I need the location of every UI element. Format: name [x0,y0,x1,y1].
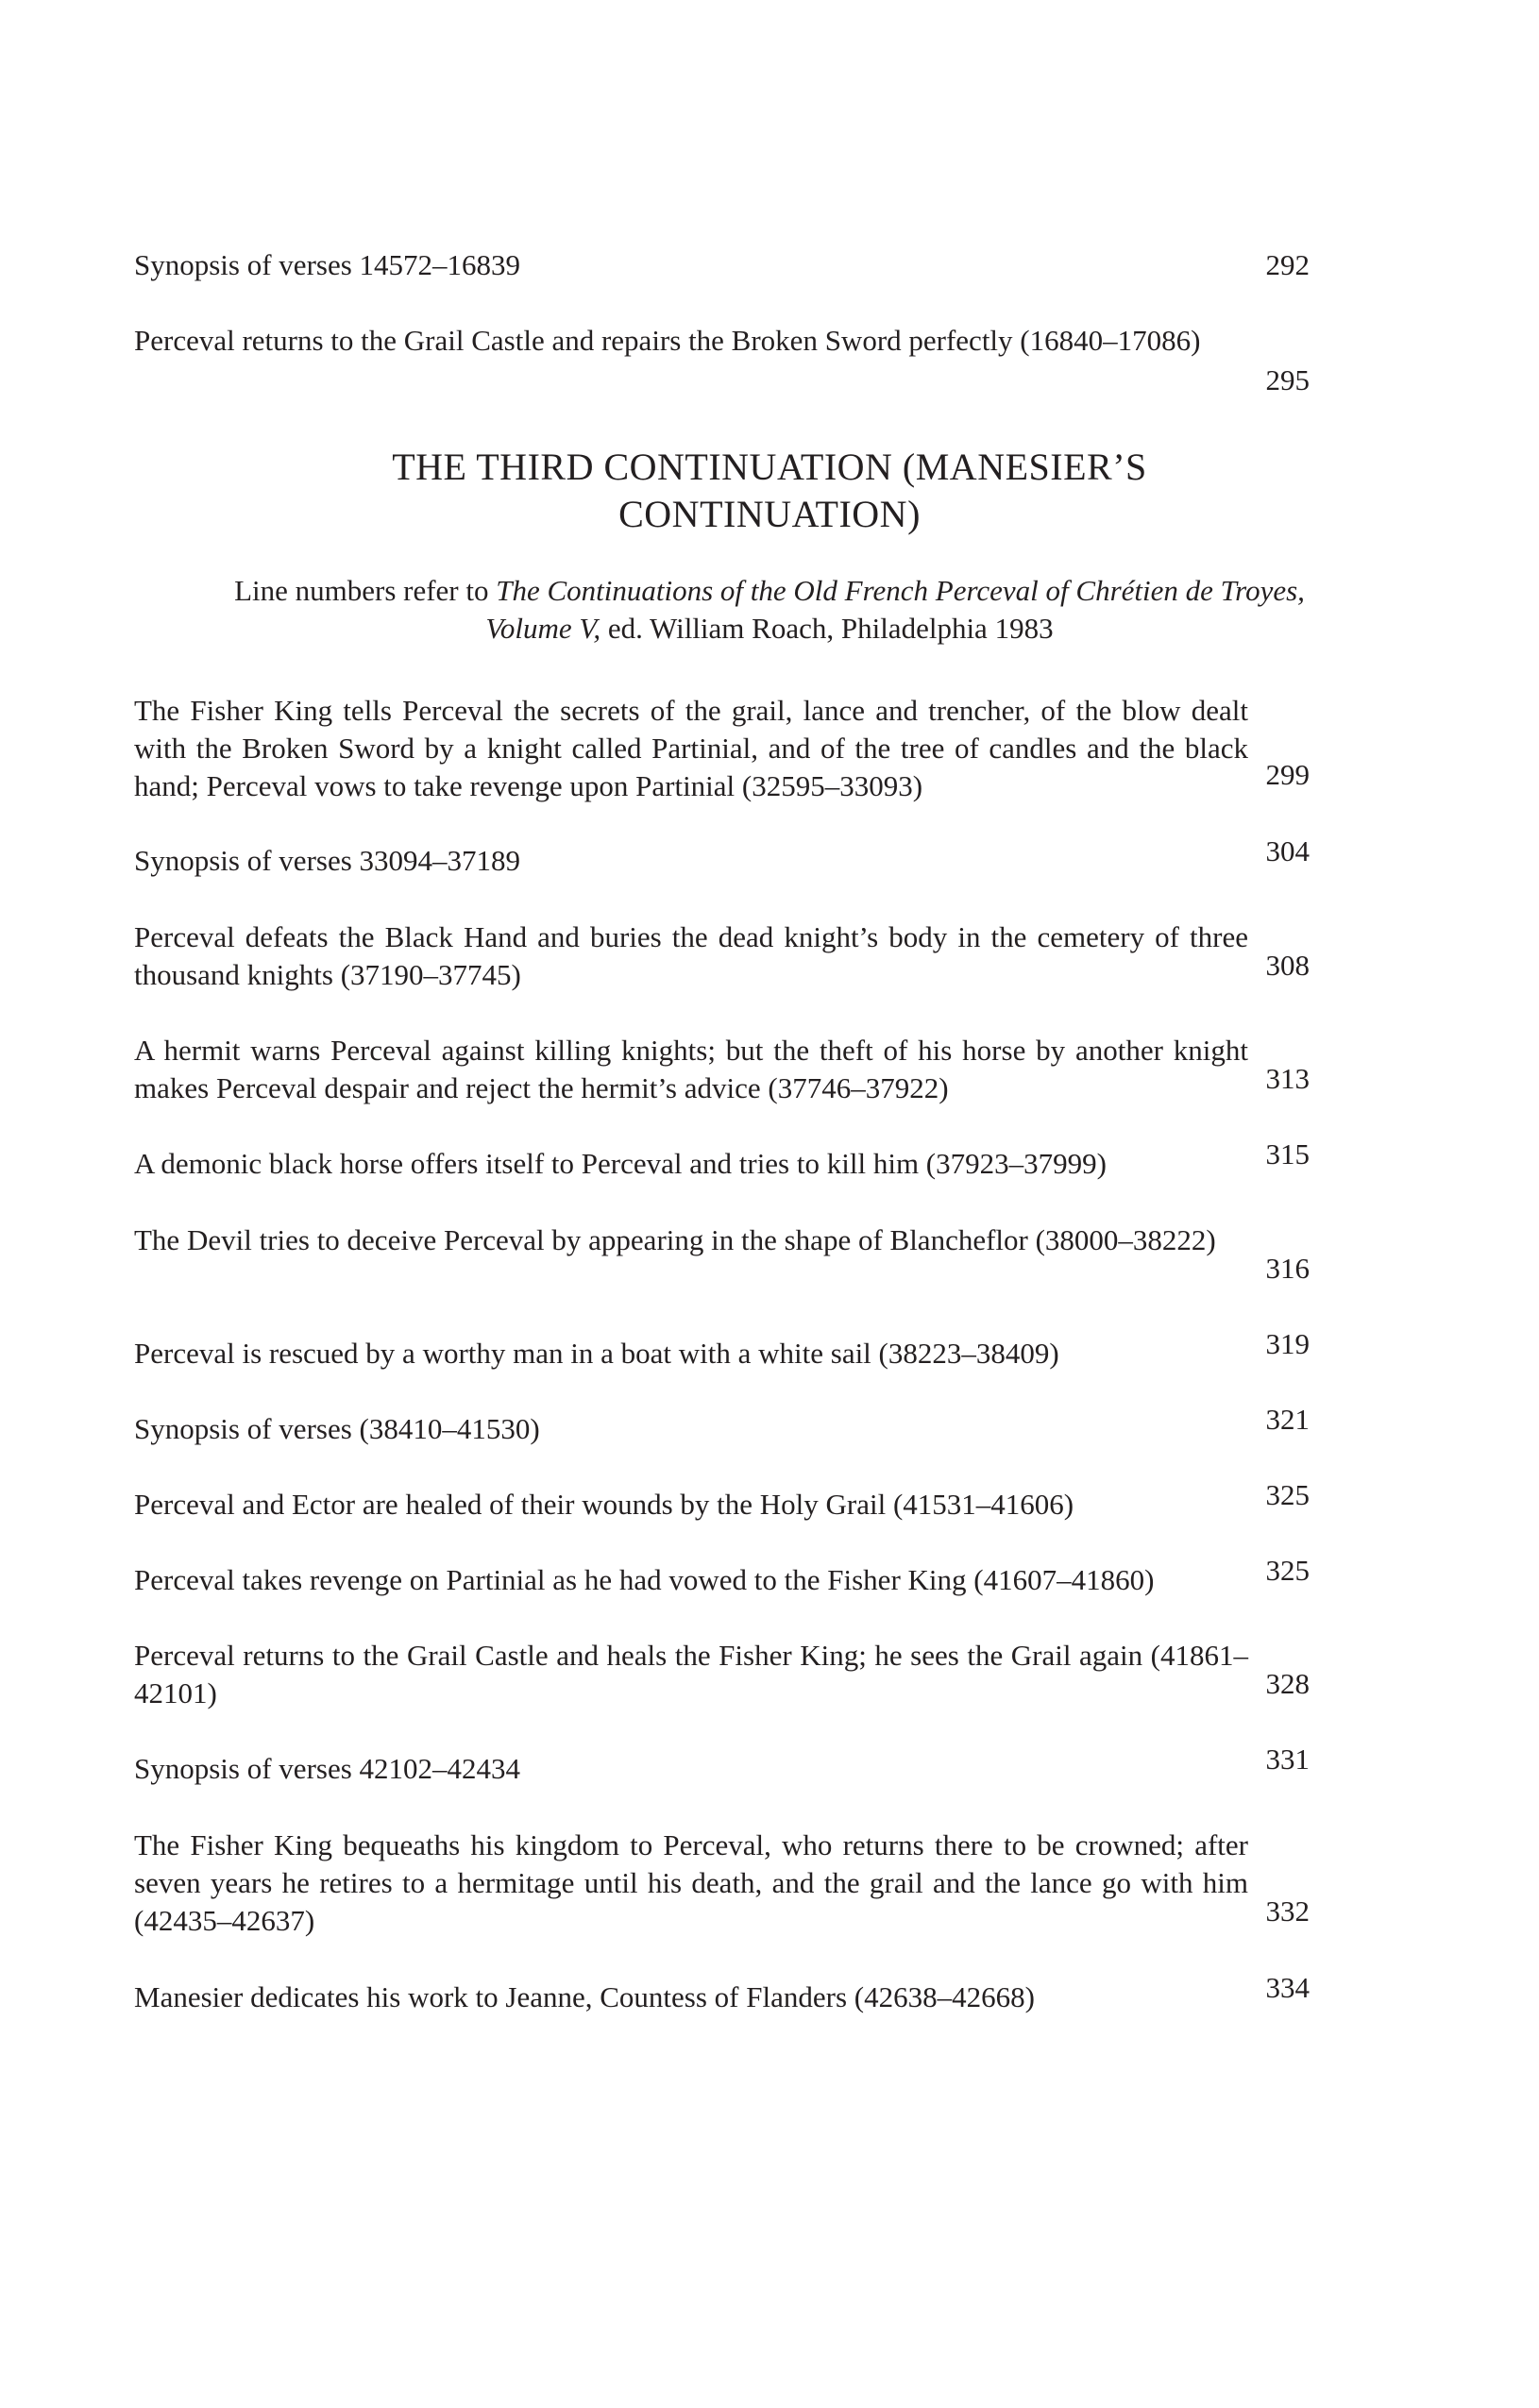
toc-entry-page-number: 299 [1265,758,1310,791]
toc-entry [134,1221,1310,1285]
toc-entry-page-number: 313 [1265,1062,1310,1095]
toc-entry [134,1032,1310,1107]
toc-entry-title: Synopsis of verses 42102–42434 [134,1752,521,1785]
toc-entry-title: The Fisher King tells Perceval the secrets of the grail, lance and trencher, of the blow dealt with the Broken Sword by a knight called Partinial, and of the tree of candles and the black hand; Perceval vows to take revenge upon Partinial (32595–33093) [134,694,1248,802]
toc-entry-title: A hermit warns Perceval against killing knights; but the theft of his horse by another knight makes Perceval despair and reject the hermit’s advice (37746–37922) [134,1034,1248,1104]
toc-entry [134,1554,1310,1599]
toc-entry-title: Synopsis of verses 33094–37189 [134,844,521,877]
toc-entry-title: Perceval is rescued by a worthy man in a boat with a white sail (38223–38409) [134,1337,1059,1370]
toc-entry [134,322,1310,396]
toc-entry-page-number: 319 [1265,1327,1310,1360]
section-note [189,572,1350,648]
toc-entry-title: The Fisher King bequeaths his kingdom to Perceval, who returns there to be crowned; after seven years he retires to a hermitage until his death, and the grail and the lance go with him (42435–42637) [134,1828,1248,1937]
toc-entry-page-number: 325 [1265,1554,1310,1587]
toc-entry-title: A demonic black horse offers itself to Perceval and tries to kill him (37923–37999) [134,1147,1107,1180]
toc-entry [134,1478,1310,1524]
toc-entry-title: Perceval and Ector are healed of their wounds by the Holy Grail (41531–41606) [134,1488,1074,1521]
toc-entry [134,1637,1310,1712]
toc-entry [134,246,1310,284]
toc-entry-page-number: 316 [1265,1252,1310,1285]
toc-entry-page-number: 334 [1265,1971,1310,2004]
toc-entry-page-number: 332 [1265,1894,1310,1928]
section-note-suffix: ed. William Roach, Philadelphia 1983 [600,612,1054,645]
toc-entry-page-number: 325 [1265,1478,1310,1511]
toc-entry-page-number: 292 [1265,248,1310,281]
toc-entry-title: Synopsis of verses (38410–41530) [134,1412,540,1445]
toc-entry [134,1403,1310,1448]
toc-entry-title: Perceval takes revenge on Partinial as he had vowed to the Fisher King (41607–41860) [134,1563,1155,1596]
toc-entry [134,834,1310,880]
toc-entry-page-number: 304 [1265,834,1310,867]
toc-entry [134,1827,1310,1940]
toc-entry-title: Manesier dedicates his work to Jeanne, Countess of Flanders (42638–42668) [134,1980,1035,2013]
toc-entry [134,918,1310,994]
toc-entry [134,1137,1310,1183]
toc-entry-page-number: 321 [1265,1403,1310,1436]
toc-entry-title: Perceval returns to the Grail Castle and repairs the Broken Sword perfectly (16840–17086) [134,324,1201,357]
toc-entry-page-number: 328 [1265,1667,1310,1700]
section-title: THE THIRD CONTINUATION (MANESIER’S CONTINUATION) [392,446,1147,535]
toc-entry [134,692,1310,805]
toc-entry-title: Perceval returns to the Grail Castle and heals the Fisher King; he sees the Grail again (41861–42101) [134,1639,1248,1709]
section-note-prefix: Line numbers refer to [234,574,497,607]
toc-entry-title: Perceval defeats the Black Hand and buries the dead knight’s body in the cemetery of three thousand knights (37190–37745) [134,920,1248,991]
section-note-work-title: The Continuations of the Old French Perceval of Chrétien de Troyes, Volume V, [485,574,1305,645]
toc-entry-page-number: 331 [1265,1743,1310,1776]
toc-entry [134,1327,1310,1372]
toc-entry [134,1743,1310,1788]
toc-entry-title: Synopsis of verses 14572–16839 [134,248,521,281]
toc-entry [134,1971,1310,2016]
toc-entry-title: The Devil tries to deceive Perceval by appearing in the shape of Blancheflor (38000–38222) [134,1223,1216,1256]
toc-entry-page-number: 295 [1265,363,1310,396]
toc-entry-page-number: 315 [1265,1137,1310,1170]
toc-entry-page-number: 308 [1265,949,1310,982]
